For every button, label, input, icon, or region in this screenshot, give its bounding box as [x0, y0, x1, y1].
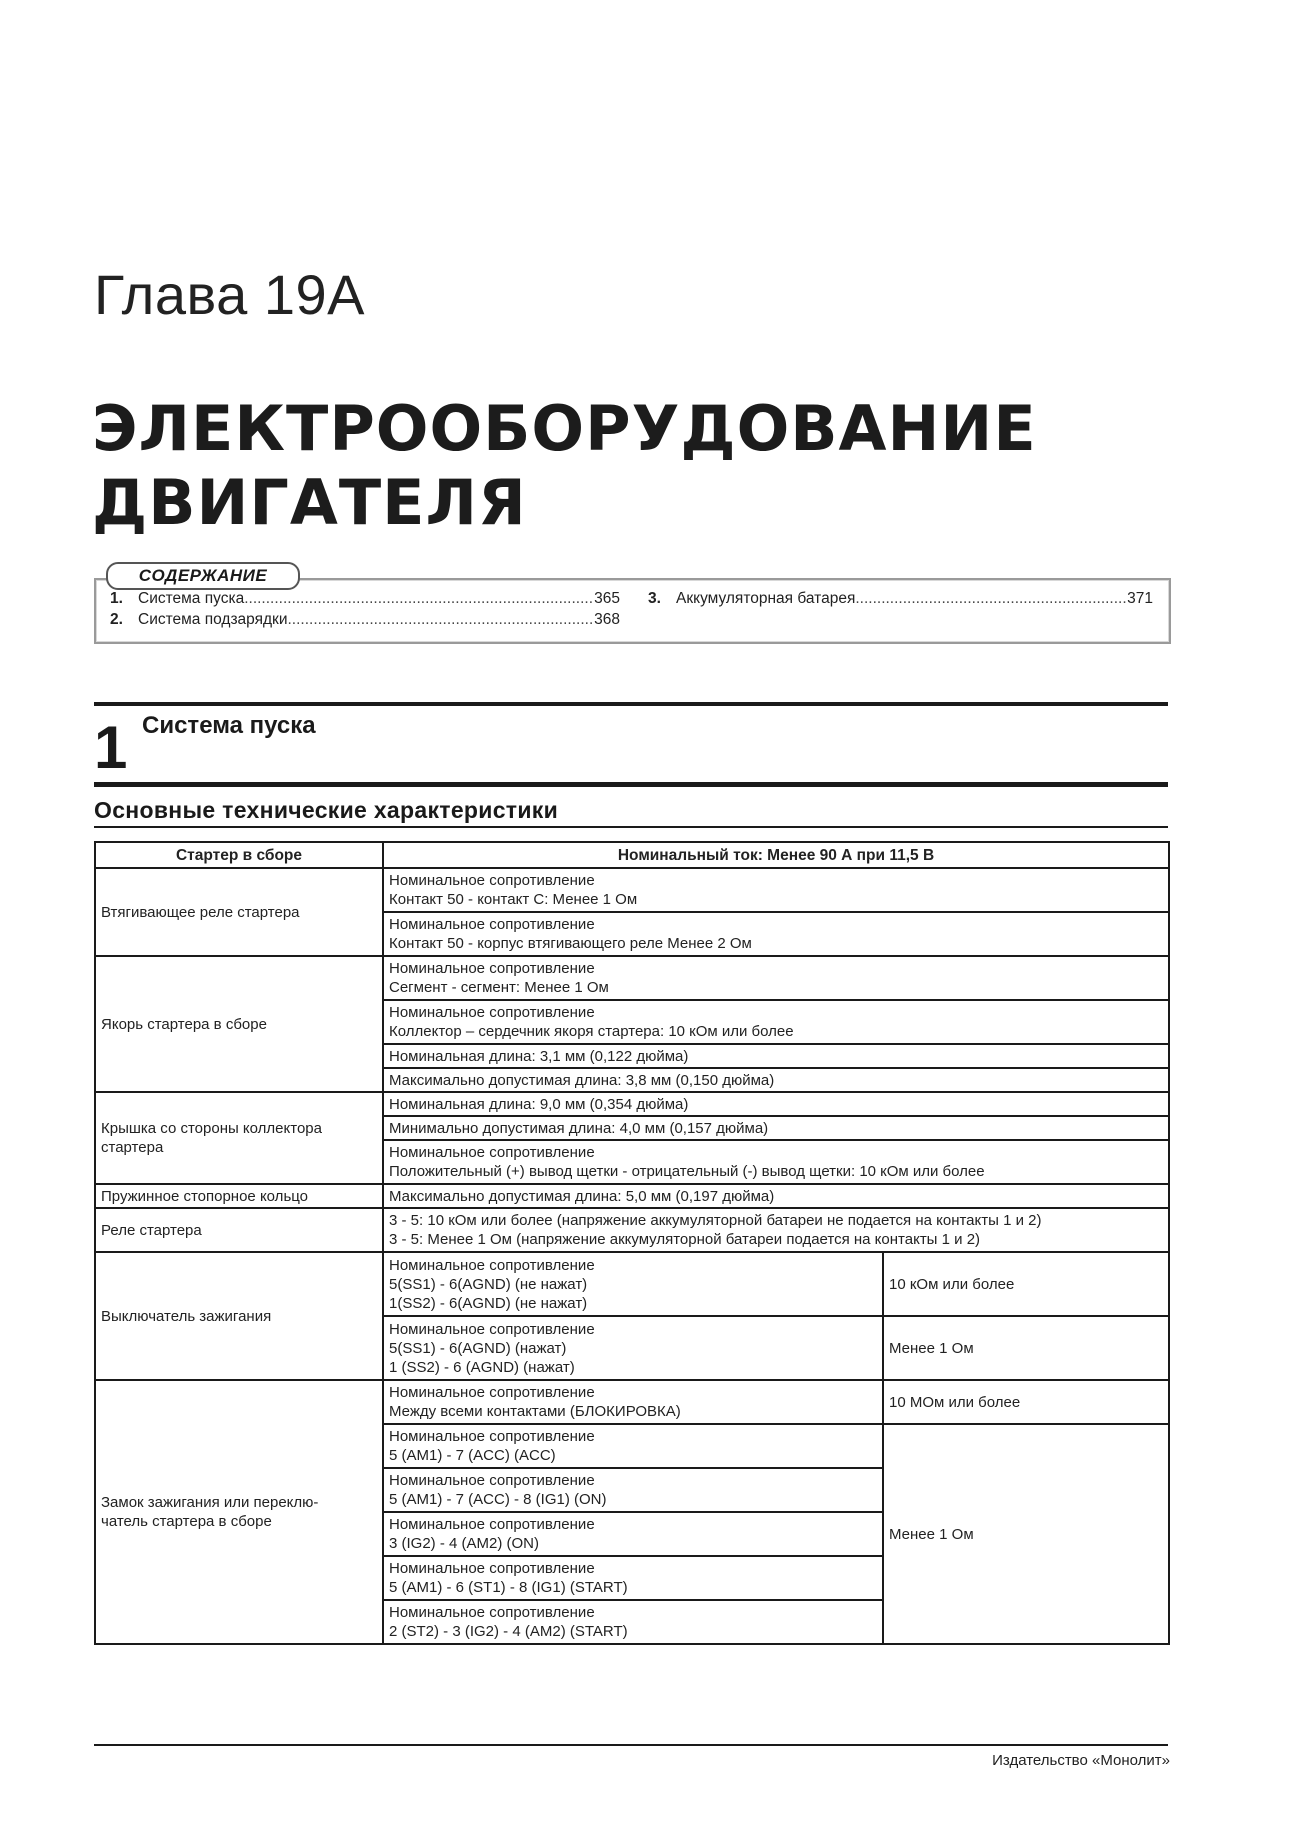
table-header-cell: Стартер в сборе	[95, 842, 383, 868]
toc-entry-title: Система пуска	[138, 590, 245, 607]
cell-line: Между всеми контактами (БЛОКИРОВКА)	[389, 1403, 681, 1420]
cell-line: Замок зажигания или переклю-	[101, 1494, 319, 1511]
cell-line: Номинальное сопротивление	[389, 1144, 595, 1161]
toc-entry-number: 3.	[648, 590, 661, 607]
spec-cell	[383, 1000, 1169, 1044]
cell-line: 5(SS1) - 6(AGND) (нажат)	[389, 1339, 567, 1357]
table-row	[95, 1208, 1169, 1252]
cell-line: Номинальное сопротивление	[389, 1320, 595, 1338]
cell-line: 1(SS2) - 6(AGND) (не нажат)	[389, 1294, 588, 1312]
toc-entry[interactable]	[110, 590, 620, 608]
footer-rule	[94, 1744, 1168, 1746]
spec-cell: Максимально допустимая длина: 5,0 мм (0,197 дюйма)	[383, 1184, 1169, 1208]
value-cell: Менее 1 Ом	[883, 1316, 1169, 1380]
subsection-title: Основные технические характеристики	[94, 797, 559, 823]
table-header-cell: Номинальный ток: Менее 90 А при 11,5 В	[383, 842, 1169, 868]
cell-line: 3 - 5: Менее 1 Ом (напряжение аккумуляторной батареи подается на контакты 1 и 2)	[389, 1231, 981, 1248]
cell-line: Положительный (+) вывод щетки - отрицательный (-) вывод щетки: 10 кОм или более	[389, 1163, 985, 1180]
section-bottom-rule	[94, 782, 1168, 787]
cell-line: 5(SS1) - 6(AGND) (не нажат)	[389, 1275, 588, 1293]
table-row	[95, 956, 1169, 1000]
toc-entry-page: 371	[1127, 590, 1153, 607]
cell-line: Номинальное сопротивление	[389, 1472, 595, 1489]
chapter-heading: Глава 19А	[94, 263, 365, 326]
cell-line: 5 (AM1) - 7 (ACC) - 8 (IG1) (ON)	[389, 1491, 607, 1508]
cell-line: 5 (AM1) - 7 (ACC) (ACC)	[389, 1447, 556, 1464]
chapter-title	[92, 392, 1037, 540]
cell-line: Номинальное сопротивление	[389, 872, 595, 889]
spec-cell	[383, 1600, 883, 1644]
spec-cell	[383, 868, 1169, 912]
publisher-footer: Издательство «Монолит»	[992, 1752, 1170, 1769]
toc-entry-title: Система подзарядки	[138, 611, 288, 628]
cell-line: 3 (IG2) - 4 (AM2) (ON)	[389, 1535, 540, 1552]
spec-cell	[383, 1140, 1169, 1184]
toc-leader-dots	[855, 590, 1127, 608]
cell-line: Крышка со стороны коллектора	[101, 1120, 322, 1137]
cell-line: Коллектор – сердечник якоря стартера: 10 кОм или более	[389, 1023, 794, 1040]
row-label: Выключатель зажигания	[95, 1252, 383, 1380]
cell-line: 2 (ST2) - 3 (IG2) - 4 (AM2) (START)	[389, 1623, 628, 1640]
toc-entry-page: 365	[594, 590, 620, 607]
section-top-rule	[94, 702, 1168, 706]
table-row	[95, 1092, 1169, 1116]
spec-cell	[383, 1316, 883, 1380]
chapter-title-line: ДВИГАТЕЛЯ	[92, 466, 527, 539]
cell-line: Номинальное сопротивление	[389, 1428, 595, 1445]
spec-cell	[383, 1468, 883, 1512]
section-title: Система пуска	[142, 712, 316, 739]
spec-cell	[383, 1512, 883, 1556]
row-label: Пружинное стопорное кольцо	[95, 1184, 383, 1208]
toc-entry-title: Аккумуляторная батарея	[676, 590, 856, 607]
toc-entry-number: 1.	[110, 590, 123, 607]
chapter-title-line: ЭЛЕКТРООБОРУДОВАНИЕ	[92, 392, 1037, 465]
spec-table	[94, 841, 1170, 1645]
spec-cell: Номинальная длина: 3,1 мм (0,122 дюйма)	[383, 1044, 1169, 1068]
value-cell: Менее 1 Ом	[883, 1424, 1169, 1644]
cell-line: Номинальное сопротивление	[389, 960, 595, 977]
spec-cell	[383, 956, 1169, 1000]
value-cell: 10 МОм или более	[883, 1380, 1169, 1424]
table-header-row	[95, 842, 1169, 868]
cell-line: 3 - 5: 10 кОм или более (напряжение аккумуляторной батареи не подается на контакты 1 и 2)	[389, 1212, 1042, 1229]
cell-line: чатель стартера в сборе	[101, 1513, 272, 1530]
value-cell: 10 кОм или более	[883, 1252, 1169, 1316]
subsection-rule	[94, 826, 1168, 828]
table-row	[95, 1380, 1169, 1424]
cell-line: Номинальное сопротивление	[389, 1384, 595, 1401]
cell-line: Номинальное сопротивление	[389, 1004, 595, 1021]
cell-line: стартера	[101, 1139, 164, 1156]
spec-cell: Номинальная длина: 9,0 мм (0,354 дюйма)	[383, 1092, 1169, 1116]
spec-cell: Максимально допустимая длина: 3,8 мм (0,150 дюйма)	[383, 1068, 1169, 1092]
spec-cell	[383, 1424, 883, 1468]
spec-cell	[383, 912, 1169, 956]
cell-line: Сегмент - сегмент: Менее 1 Ом	[389, 979, 609, 996]
spec-cell	[383, 1380, 883, 1424]
row-label	[95, 1380, 383, 1644]
toc-entry-number: 2.	[110, 611, 123, 628]
toc-label: СОДЕРЖАНИЕ	[106, 562, 300, 590]
cell-line: Номинальное сопротивление	[389, 1256, 595, 1274]
section-number: 1	[94, 714, 128, 781]
toc-entry[interactable]	[648, 590, 1153, 608]
spec-cell	[383, 1208, 1169, 1252]
cell-line: Номинальное сопротивление	[389, 1516, 595, 1533]
table-row	[95, 1184, 1169, 1208]
row-label	[95, 1092, 383, 1184]
table-row	[95, 1252, 1169, 1316]
row-label: Реле стартера	[95, 1208, 383, 1252]
table-row	[95, 868, 1169, 912]
spec-cell	[383, 1556, 883, 1600]
row-label: Якорь стартера в сборе	[95, 956, 383, 1092]
cell-line: 5 (AM1) - 6 (ST1) - 8 (IG1) (START)	[389, 1579, 628, 1596]
cell-line: Номинальное сопротивление	[389, 1604, 595, 1621]
cell-line: Номинальное сопротивление	[389, 916, 595, 933]
spec-cell: Минимально допустимая длина: 4,0 мм (0,157 дюйма)	[383, 1116, 1169, 1140]
toc-leader-dots	[288, 611, 595, 629]
cell-line: Контакт 50 - корпус втягивающего реле Менее 2 Ом	[389, 935, 752, 952]
toc-entry[interactable]	[110, 611, 620, 629]
toc-entry-page: 368	[594, 611, 620, 628]
cell-line: 1 (SS2) - 6 (AGND) (нажат)	[389, 1358, 575, 1376]
spec-cell	[383, 1252, 883, 1316]
cell-line: Номинальное сопротивление	[389, 1560, 595, 1577]
toc-leader-dots	[244, 590, 594, 608]
row-label: Втягивающее реле стартера	[95, 868, 383, 956]
cell-line: Контакт 50 - контакт С: Менее 1 Ом	[389, 891, 638, 908]
